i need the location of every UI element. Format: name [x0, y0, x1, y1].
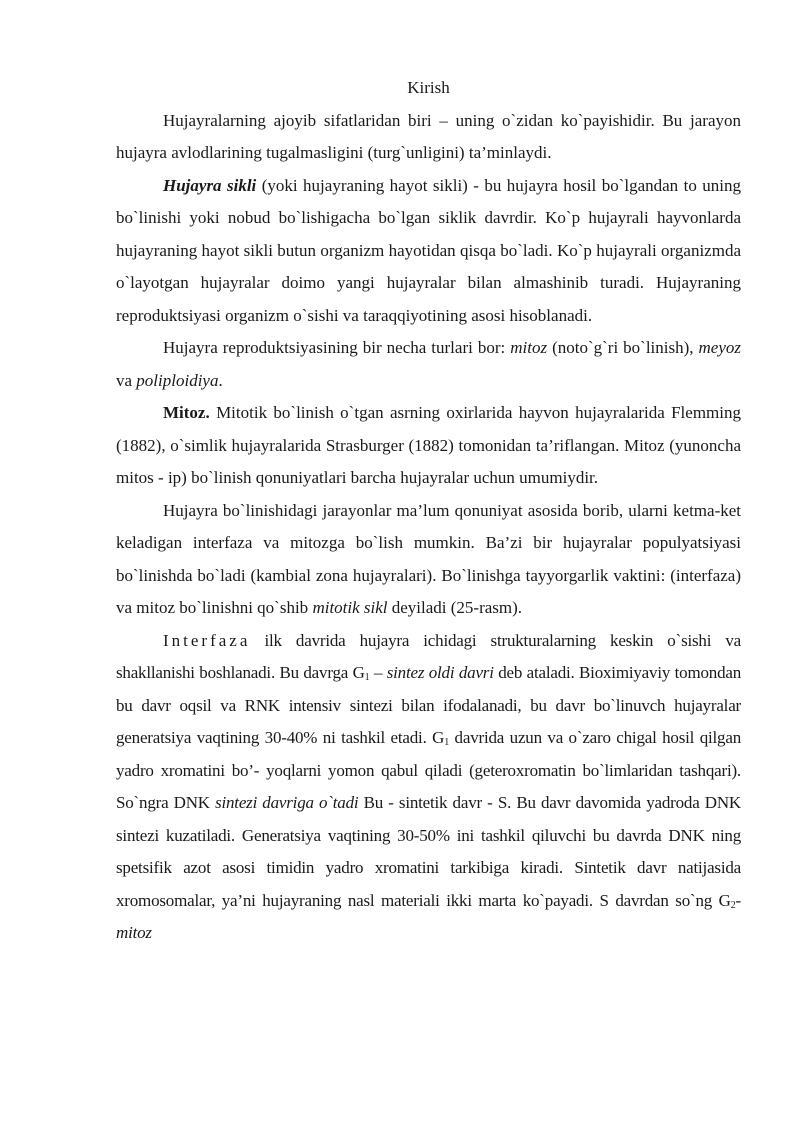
- term-interphase: Interfaza: [163, 630, 251, 650]
- term-meyoz: meyoz: [698, 338, 742, 357]
- paragraph-intro: Hujayralarning ajoyib sifatlaridan biri – uning o`zidan ko`payishidir. Bu jarayon hujayra avlodlarining tugalmasligini (turg`unligini) ta’minlaydi.: [116, 110, 741, 162]
- paragraph-interphase: Interfaza ilk davrida hujayra ichidagi strukturalarning keskin o`sishi va shakllanishi boshlanadi. Bu davrga $G_1$ – sintez oldi davri deb ataladi. Bioximiyaviy tomondan bu davr oqsil va RNK intensiv sintezi bilan ifodalanadi, bu davr bo`linuvch hujayralar generatsiya vaqtining 30-40% ni tashkil etadi. $G_1$ davrida uzun va o`zaro chigal hosil qilgan yadro xromatini bo’- yoqlarni yomon qabul qiladi (geteroxromatin bo`limlaridan tashqari). So`ngra DNK sintezi davriga o`tadi Bu - sintetik davr - S. Bu davr davomida yadroda DNK sintezi kuzatiladi. Generatsiya vaqtining 30-50% ini tashkil qiluvchi bu davrda DNK ning spetsifik azot asosi timidin yadro xromatini tarkibiga kiradi. Sintetik davr natijasida xromosomalar, ya’ni hujayraning nasl materiali ikki marta ko`payadi. S davrdan so`ng $G_2-$ mitoz: [116, 630, 742, 942]
- document-page: [116, 72, 741, 950]
- paragraph-mitosis: Mitoz. Mitotik bo`linish o`tgan asrning oxirlarida hayvon hujayralarida Flemming (1882), o`simlik hujayralarida Strasburger (1882) tomonidan ta’riflangan. Mitoz (yunoncha mitos - ip) bo`linish qonuniyatlari barcha hujayralar uchun umumiydir.: [116, 403, 741, 487]
- term-presynthesis-period: sintez oldi davri: [386, 663, 494, 682]
- term-poliploidiya: poliploidiya: [136, 370, 219, 390]
- term-synthesis-period: sintezi davriga o`tadi: [215, 793, 359, 812]
- term-mitosis-heading: Mitoz.: [163, 403, 210, 422]
- term-mitoz: mitoz: [510, 338, 548, 357]
- paragraph-division-processes: Hujayra bo`linishidagi jarayonlar ma’lum qonuniyat asosida borib, ularni ketma-ket keladigan interfaza va mitozga bo`lish mumkin. Ba’zi bir hujayralar populyatsiyasi bo`linishda bo`ladi (kambial zona hujayralari). Bo`linishga tayyorgarlik vaktini: (interfaza) va mitoz bo`linishni qo`shib mitotik sikl deyiladi (25-rasm).: [116, 500, 741, 617]
- term-cell-cycle: Hujayra sikli: [163, 175, 257, 195]
- paragraph-reproduction-types: Hujayra reproduktsiyasining bir necha turlari bor: mitoz (noto`g`ri bo`linish), meyoz va poliploidiya.: [116, 338, 742, 390]
- paragraph-cell-cycle: Hujayra sikli (yoki hujayraning hayot sikli) - bu hujayra hosil bo`lgandan to uning bo`linishi yoki nobud bo`lishigacha bo`lgan siklik davrdir. Ko`p hujayrali hayvonlarda hujayraning hayot sikli butun organizm hayotidan qisqa bo`ladi. Ko`p hujayrali organizmda o`layotgan hujayralar doimo yangi hujayralar bilan almashinib turadi. Hujayraning reproduktsiyasi organizm o`sishi va taraqqiyotining asosi hisoblanadi.: [116, 175, 741, 325]
- term-mitotic-cycle: mitotik sikl: [312, 598, 388, 617]
- page-title: Kirish: [407, 78, 450, 97]
- term-mitoz-end: mitoz: [116, 923, 152, 942]
